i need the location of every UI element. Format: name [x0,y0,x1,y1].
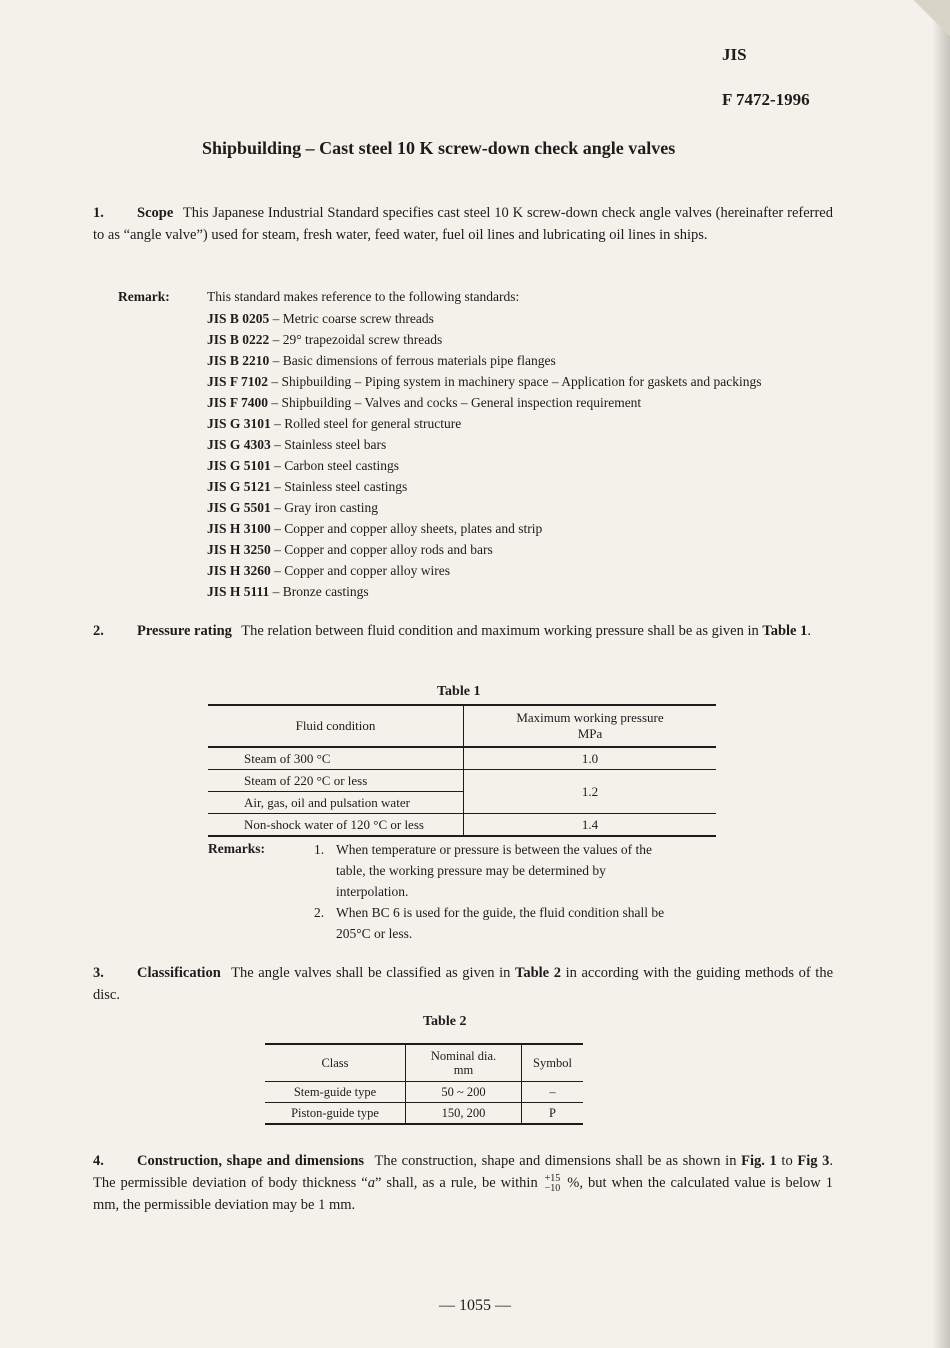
reference-separator: – [268,395,282,410]
reference-code: JIS B 0205 [207,311,270,326]
table-row [208,747,716,770]
page-corner-fold [910,0,950,40]
reference-separator: – [268,374,282,389]
section-text: . The permissible deviation of body thickness “ [93,1153,834,1191]
reference-item [207,308,761,329]
reference-title: Carbon steel castings [284,458,399,473]
section-text: ” shall, as a rule, be within [374,1175,543,1191]
reference-title: Basic dimensions of ferrous materials pipe flanges [282,353,556,368]
section-pressure-rating [93,620,833,642]
table1-fluid-cell: Air, gas, oil and pulsation water [208,792,464,814]
reference-item [207,329,761,350]
reference-code: JIS G 5121 [207,479,271,494]
table-row [265,1082,583,1103]
reference-code: JIS H 5111 [207,584,270,599]
reference-item [207,581,761,602]
table-reference: Table 1 [762,623,808,639]
reference-item [207,455,761,476]
reference-title: Gray iron casting [284,500,378,515]
page-number: — 1055 — [439,1297,511,1314]
document-title: Shipbuilding – Cast steel 10 K screw-down check angle valves [202,138,676,158]
page-edge-shadow [932,0,950,1348]
section-text: to [776,1153,798,1169]
table1-remarks [314,839,674,944]
section-text: The relation between fluid condition and maximum working pressure shall be as given in [241,623,763,639]
table1 [208,704,716,837]
section-construction [93,1150,833,1216]
reference-title: Copper and copper alloy sheets, plates and strip [284,521,543,536]
section-classification [93,962,833,1006]
reference-title: Rolled steel for general structure [284,416,462,431]
section-scope [93,202,833,246]
reference-separator: – [270,416,285,431]
table-row [208,814,716,837]
reference-separator: – [269,332,283,347]
remark-text: When temperature or pressure is between the values of the table, the working pressure may be determined by interpolation. [336,842,652,899]
reference-title: 29° trapezoidal screw threads [282,332,443,347]
reference-item [207,371,761,392]
section-text: The construction, shape and dimensions shall be as shown in [374,1153,742,1169]
table1-header-row [208,705,716,747]
section-text: This Japanese Industrial Standard specifies cast steel 10 K screw-down check angle valves (hereinafter referred to as “angle valve”) used for steam, fresh water, feed water, fuel oil lines and lubricating oil lines in ships. [93,205,833,243]
reference-separator: – [270,521,285,536]
table2-dia-cell: 50 ~ 200 [406,1082,522,1103]
section-heading: Construction, shape and dimensions [137,1153,365,1169]
figure-reference: Fig. 1 [741,1153,777,1169]
reference-item [207,539,761,560]
reference-separator: – [269,353,283,368]
section-number: 2. [93,623,104,639]
section-heading: Pressure rating [137,623,232,639]
table2-dia-cell: 150, 200 [406,1103,522,1125]
section-number: 1. [93,205,104,221]
table2-header-dia [406,1044,522,1082]
table2-symbol-cell: P [522,1103,584,1125]
section-text-end: . [807,623,811,639]
section-text-end: in according with the guiding methods of the disc. [93,965,834,1003]
header-standard-number: F 7472-1996 [722,90,810,109]
table1-header-pressure [464,705,717,747]
table2-header-row [265,1044,583,1082]
reference-separator: – [270,458,285,473]
reference-code: JIS G 4303 [207,437,271,452]
reference-code: JIS G 3101 [207,416,271,431]
reference-separator: – [269,584,283,599]
thickness-variable: a [367,1175,375,1191]
reference-item [207,392,761,413]
reference-item [207,350,761,371]
table-row [208,770,716,792]
reference-separator: – [270,479,285,494]
reference-code: JIS F 7102 [207,374,269,389]
table1-remarks-label: Remarks: [208,841,265,856]
remark-number: 1. [314,842,325,857]
remark-number: 2. [314,905,325,920]
table1-fluid-cell: Steam of 220 °C or less [208,770,464,792]
table2-header-class: Class [265,1044,406,1082]
reference-code: JIS G 5101 [207,458,271,473]
table2-class-cell: Stem-guide type [265,1082,406,1103]
reference-code: JIS H 3250 [207,542,271,557]
reference-title: Copper and copper alloy rods and bars [284,542,493,557]
table2-header-symbol: Symbol [522,1044,584,1082]
reference-separator: – [270,563,285,578]
reference-code: JIS B 2210 [207,353,270,368]
reference-list [207,308,761,602]
tolerance [545,1174,561,1194]
table1-pressure-cell: 1.2 [464,770,717,814]
figure-reference: Fig 3 [797,1153,830,1169]
table1-header-fluid: Fluid condition [208,705,464,747]
reference-separator: – [270,500,285,515]
reference-separator: – [269,311,283,326]
table1-fluid-cell: Steam of 300 °C [208,747,464,770]
remark-text: When BC 6 is used for the guide, the fluid condition shall be 205°C or less. [336,905,665,941]
reference-title: Copper and copper alloy wires [284,563,450,578]
table1-header-pressure-label: Maximum working pressure [516,710,664,725]
reference-title: Shipbuilding – Piping system in machinery space – Application for gaskets and packings [281,374,762,389]
table1-pressure-cell: 1.4 [464,814,717,837]
reference-code: JIS H 3100 [207,521,271,536]
reference-title: Bronze castings [282,584,369,599]
reference-code: JIS H 3260 [207,563,271,578]
reference-separator: – [270,437,285,452]
table2-header-dia-unit: mm [453,1063,474,1077]
table2-header-dia-label: Nominal dia. [430,1049,497,1063]
table1-fluid-cell: Non-shock water of 120 °C or less [208,814,464,837]
remark-intro: This standard makes reference to the following standards: [207,289,520,304]
reference-item [207,476,761,497]
reference-title: Metric coarse screw threads [282,311,434,326]
reference-code: JIS G 5501 [207,500,271,515]
reference-item [207,560,761,581]
reference-code: JIS B 0222 [207,332,270,347]
reference-title: Stainless steel bars [284,437,387,452]
reference-title: Shipbuilding – Valves and cocks – General inspection requirement [281,395,642,410]
reference-code: JIS F 7400 [207,395,269,410]
section-number: 3. [93,965,104,981]
table1-header-unit: MPa [577,726,603,741]
table2-class-cell: Piston-guide type [265,1103,406,1125]
remark-label: Remark: [118,289,170,304]
remark-item [314,839,674,902]
reference-separator: – [270,542,285,557]
table1-pressure-cell: 1.0 [464,747,717,770]
reference-item [207,518,761,539]
table-reference: Table 2 [515,965,561,981]
table2-symbol-cell: – [522,1082,584,1103]
section-heading: Classification [137,965,221,981]
reference-item [207,413,761,434]
section-number: 4. [93,1153,104,1169]
tolerance-upper: +15 [544,1172,561,1184]
header-jis: JIS [722,45,747,64]
table1-caption: Table 1 [437,684,481,699]
reference-item [207,497,761,518]
table-row [265,1103,583,1125]
section-text: %, but when the calculated value is below 1 mm, the permissible deviation may be 1 mm. [93,1175,833,1213]
table2 [265,1043,583,1125]
reference-title: Stainless steel castings [284,479,408,494]
table2-caption: Table 2 [423,1014,467,1029]
remark-item [314,902,674,944]
section-text: The angle valves shall be classified as given in [231,965,515,981]
section-heading: Scope [137,205,174,221]
reference-item [207,434,761,455]
tolerance-lower: −10 [544,1182,561,1194]
